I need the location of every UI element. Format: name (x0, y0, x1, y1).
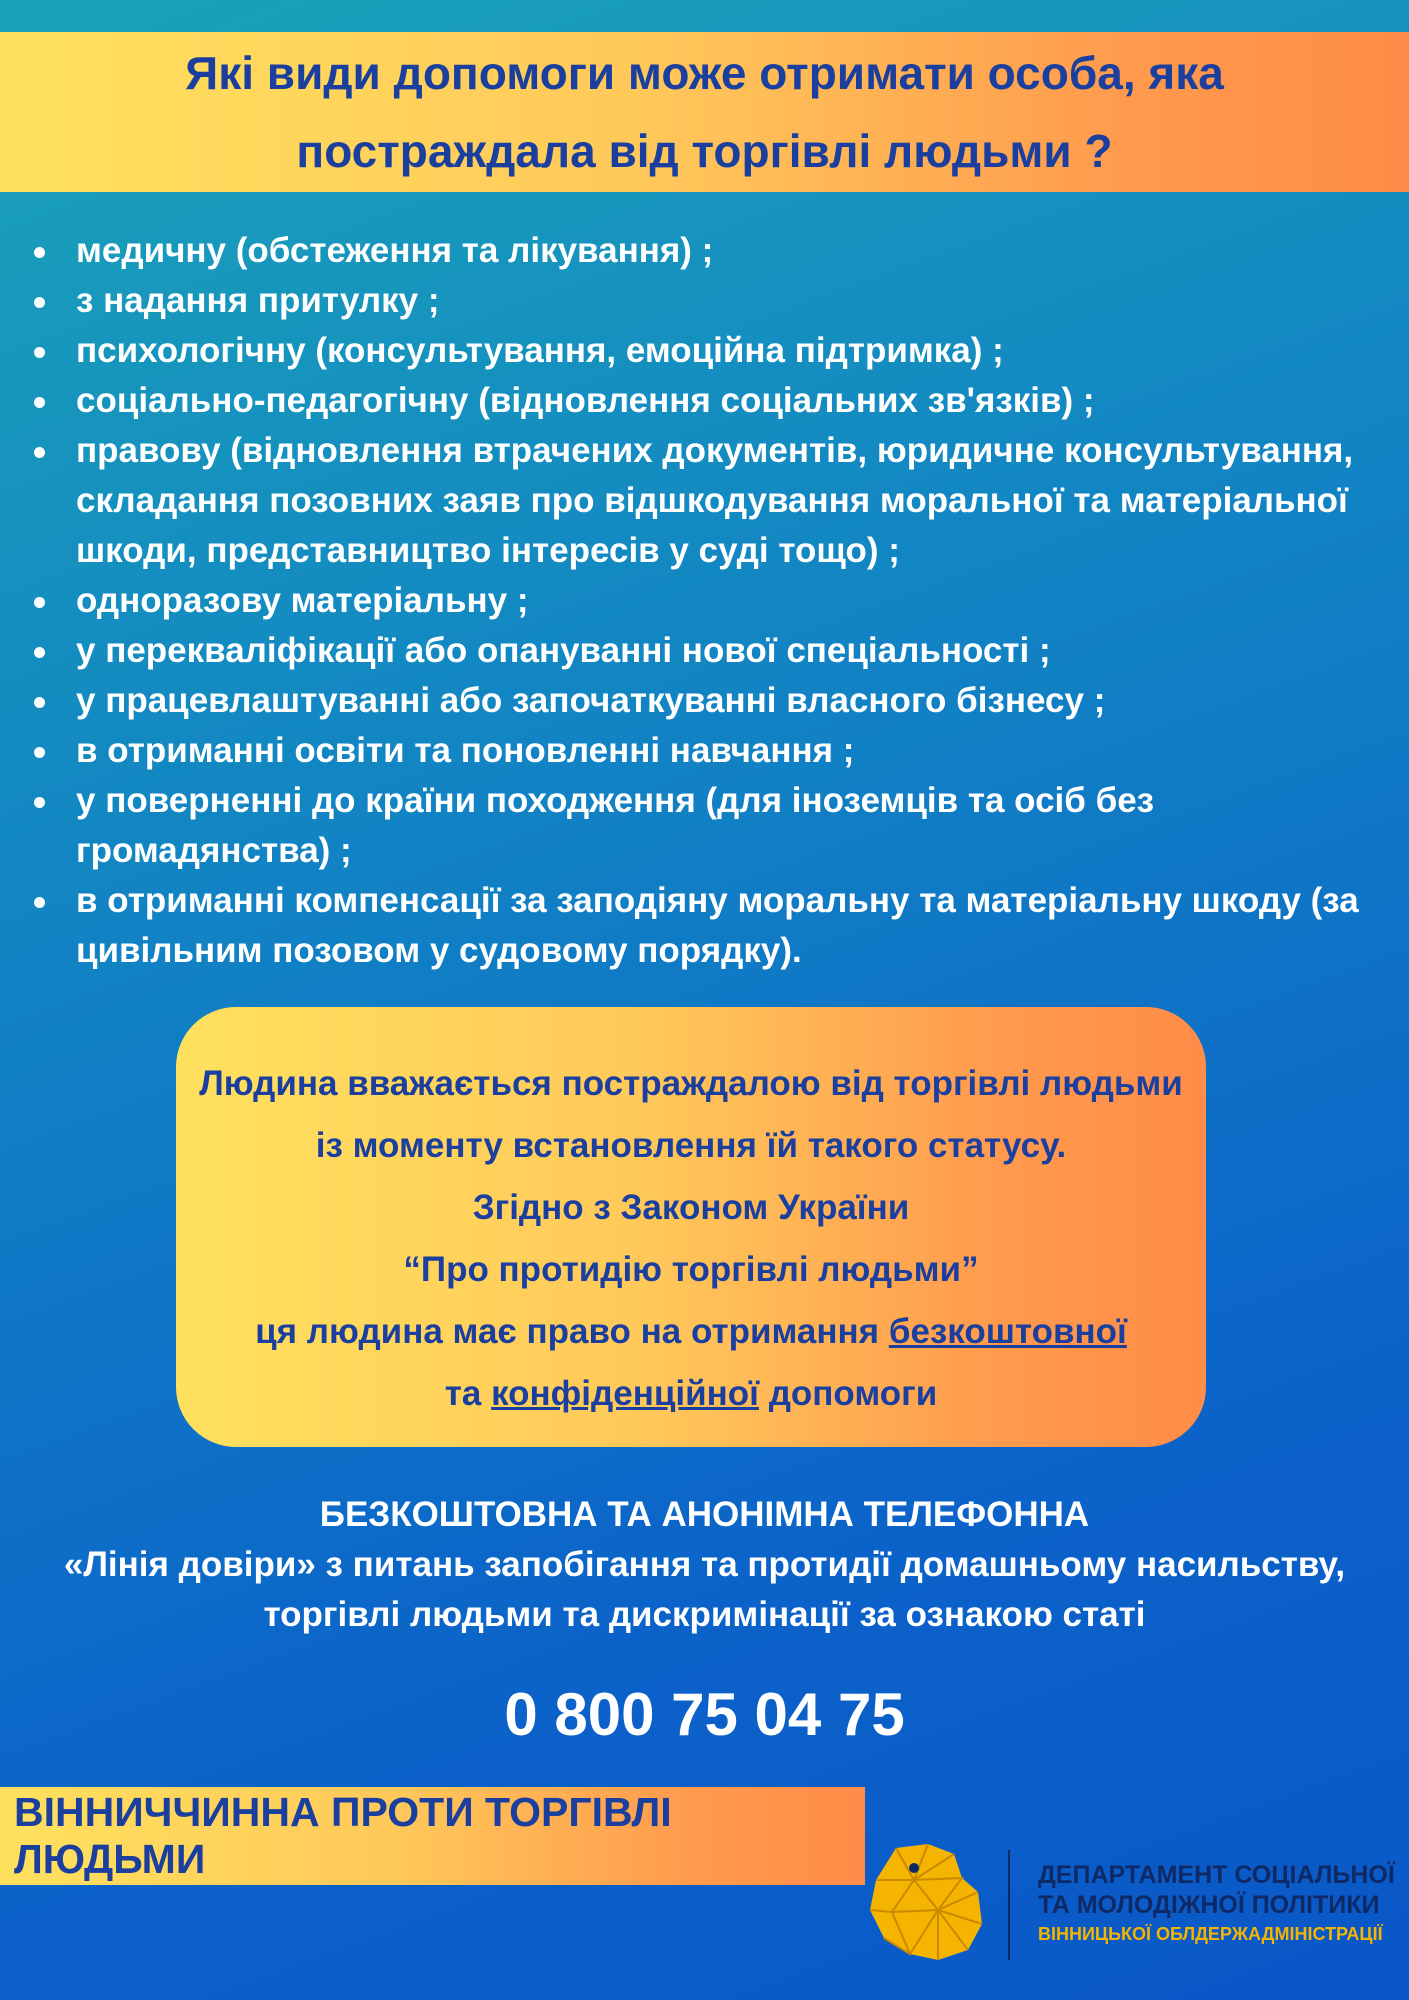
help-types-list (26, 226, 1396, 976)
info-line-4: “Про протидію торгівлі людьми” (403, 1250, 979, 1289)
info-line-3: Згідно з Законом України (472, 1188, 910, 1227)
status-info-box (176, 1007, 1206, 1447)
list-item: психологічну (консультування, емоційна підтримка) ; (26, 326, 1396, 376)
page-header (0, 32, 1409, 192)
list-item: з надання притулку ; (26, 276, 1396, 326)
list-item: у працевлаштуванні або започаткуванні власного бізнесу ; (26, 676, 1396, 726)
confidential-help-underlined: конфіденційної (491, 1374, 759, 1413)
hotline-phone-number: 0 800 75 04 75 (504, 1681, 905, 1748)
region-map-logo-icon (866, 1840, 986, 1965)
hotline-section (0, 1490, 1409, 1640)
list-item: у перекваліфікації або опануванні нової спеціальності ; (26, 626, 1396, 676)
info-line-2: із моменту встановлення їй такого статусу. (315, 1126, 1067, 1165)
list-item: соціально-педагогічну (відновлення соціальних зв'язків) ; (26, 376, 1396, 426)
info-line-1: Людина вважається постраждалою від торгівлі людьми (199, 1064, 1183, 1103)
info-line-6 (176, 1363, 1206, 1425)
department-name (1038, 1860, 1408, 1945)
footer-banner-text: ВІННИЧЧИННА ПРОТИ ТОРГІВЛІ ЛЮДЬМИ (14, 1789, 672, 1882)
page-title-line-2: постраждала від торгівлі людьми ? (296, 125, 1113, 177)
dept-line-3: ВІННИЦЬКОЇ ОБЛДЕРЖАДМІНІСТРАЦІЇ (1038, 1924, 1383, 1944)
list-item: медичну (обстеження та лікування) ; (26, 226, 1396, 276)
list-item: правову (відновлення втрачених документів, юридичне консультування, складання позовних заяв про відшкодування моральної та матеріальної шкоди, представництво інтересів у суді тощо) ; (26, 426, 1396, 576)
info-line-5-prefix: ця людина має право на отримання (255, 1312, 889, 1351)
list-item: одноразову матеріальну ; (26, 576, 1396, 626)
info-line-6-prefix: та (444, 1374, 492, 1413)
info-line-6-suffix: допомоги (758, 1374, 938, 1413)
footer-banner (0, 1787, 865, 1885)
hotline-line-2: «Лінія довіри» з питань запобігання та протидії домашньому насильству, (63, 1545, 1346, 1584)
free-help-underlined: безкоштовної (888, 1312, 1127, 1351)
dept-line-1: ДЕПАРТАМЕНТ СОЦІАЛЬНОЇ (1038, 1861, 1395, 1889)
info-line-5 (176, 1301, 1206, 1363)
list-item: у поверненні до країни походження (для іноземців та осіб без громадянства) ; (26, 776, 1396, 876)
hotline-line-1: БЕЗКОШТОВНА ТА АНОНІМНА ТЕЛЕФОННА (319, 1495, 1090, 1534)
list-item: в отриманні освіти та поновленні навчання ; (26, 726, 1396, 776)
footer-divider (1008, 1850, 1010, 1960)
dept-line-2: ТА МОЛОДІЖНОЇ ПОЛІТИКИ (1038, 1891, 1380, 1919)
hotline-line-3: торгівлі людьми та дискримінації за ознакою статі (263, 1595, 1146, 1634)
list-item: в отриманні компенсації за заподіяну моральну та матеріальну шкоду (за цивільним позовом у судовому порядку). (26, 876, 1396, 976)
page-title-line-1: Які види допомоги може отримати особа, яка (185, 47, 1224, 99)
